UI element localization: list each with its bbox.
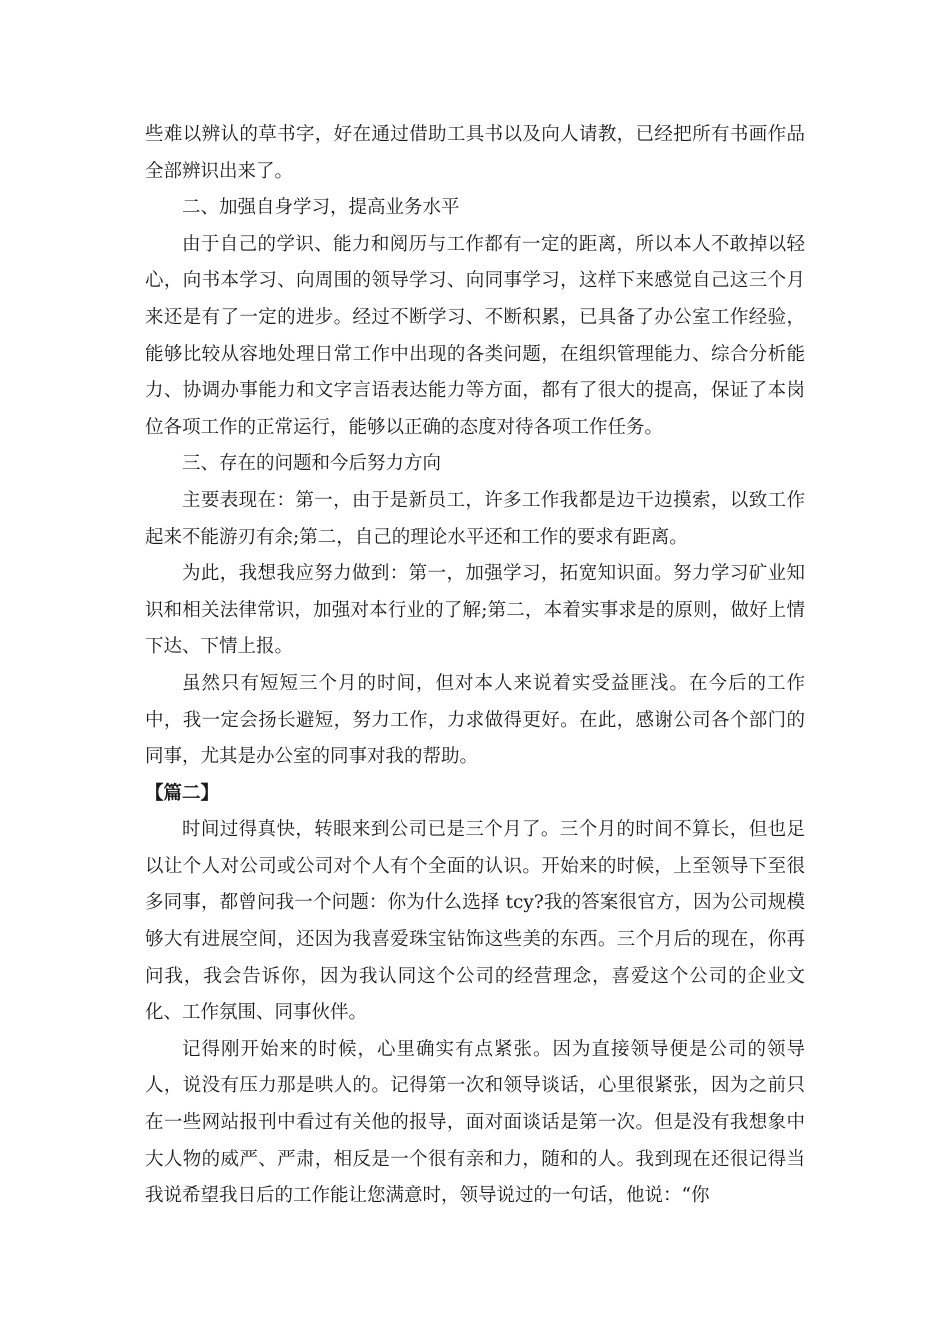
paragraph: 时间过得真快，转眼来到公司已是三个月了。三个月的时间不算长，但也足以让个人对公司或公司对个人有个全面的认识。开始来的时候，上至领导下至很多同事，都曾问我一个问题：你为什么选择 tcy?我的答案很官方，因为公司规模够大有进展空间，还因为我喜爱珠宝钻饰这些美的东西。三个月后的现在，你再问我，我会告诉你，因为我认同这个公司的经营理念，喜爱这个公司的企业文化、工作氛围、同事伙伴。 — [145, 819, 805, 1024]
paragraph: 为此，我想我应努力做到：第一，加强学习，拓宽知识面。努力学习矿业知识和相关法律常识，加强对本行业的了解;第二，本着实事求是的原则，做好上情下达、下情上报。 — [145, 563, 805, 658]
paragraph: 由于自己的学识、能力和阅历与工作都有一定的距离，所以本人不敢掉以轻心，向书本学习、向周围的领导学习、向同事学习，这样下来感觉自己这三个月来还是有了一定的进步。经过不断学习、不断积累，已具备了办公室工作经验，能够比较从容地处理日常工作中出现的各类问题，在组织管理能力、综合分析能力、协调办事能力和文字言语表达能力等方面，都有了很大的提高，保证了本岗位各项工作的正常运行，能够以正确的态度对待各项工作任务。 — [145, 233, 805, 438]
paragraph-continuation: 些难以辨认的草书字，好在通过借助工具书以及向人请教，已经把所有书画作品全部辨识出来了。 — [145, 124, 805, 182]
paragraph: 记得刚开始来的时候，心里确实有点紧张。因为直接领导便是公司的领导人，说没有压力那是哄人的。记得第一次和领导谈话，心里很紧张，因为之前只在一些网站报刊中看过有关他的报导，面对面谈话是第一次。但是没有我想象中大人物的威严、严肃，相反是一个很有亲和力，随和的人。我到现在还很记得当我说希望我日后的工作能让您满意时，领导说过的一句话，他说：“你 — [145, 1038, 805, 1207]
paragraph: 主要表现在：第一，由于是新员工，许多工作我都是边干边摸索，以致工作起来不能游刃有余;第二，自己的理论水平还和工作的要求有距离。 — [145, 489, 805, 548]
part-label: 【篇二】 — [145, 782, 220, 804]
section-heading-2: 二、加强自身学习，提高业务水平 — [182, 197, 460, 219]
paragraph: 虽然只有短短三个月的时间，但对本人来说着实受益匪浅。在今后的工作中，我一定会扬长避短，努力工作，力求做得更好。在此，感谢公司各个部门的同事，尤其是办公室的同事对我的帮助。 — [145, 672, 805, 768]
document-body — [145, 117, 805, 1215]
section-heading-3: 三、存在的问题和今后努力方向 — [182, 453, 442, 475]
